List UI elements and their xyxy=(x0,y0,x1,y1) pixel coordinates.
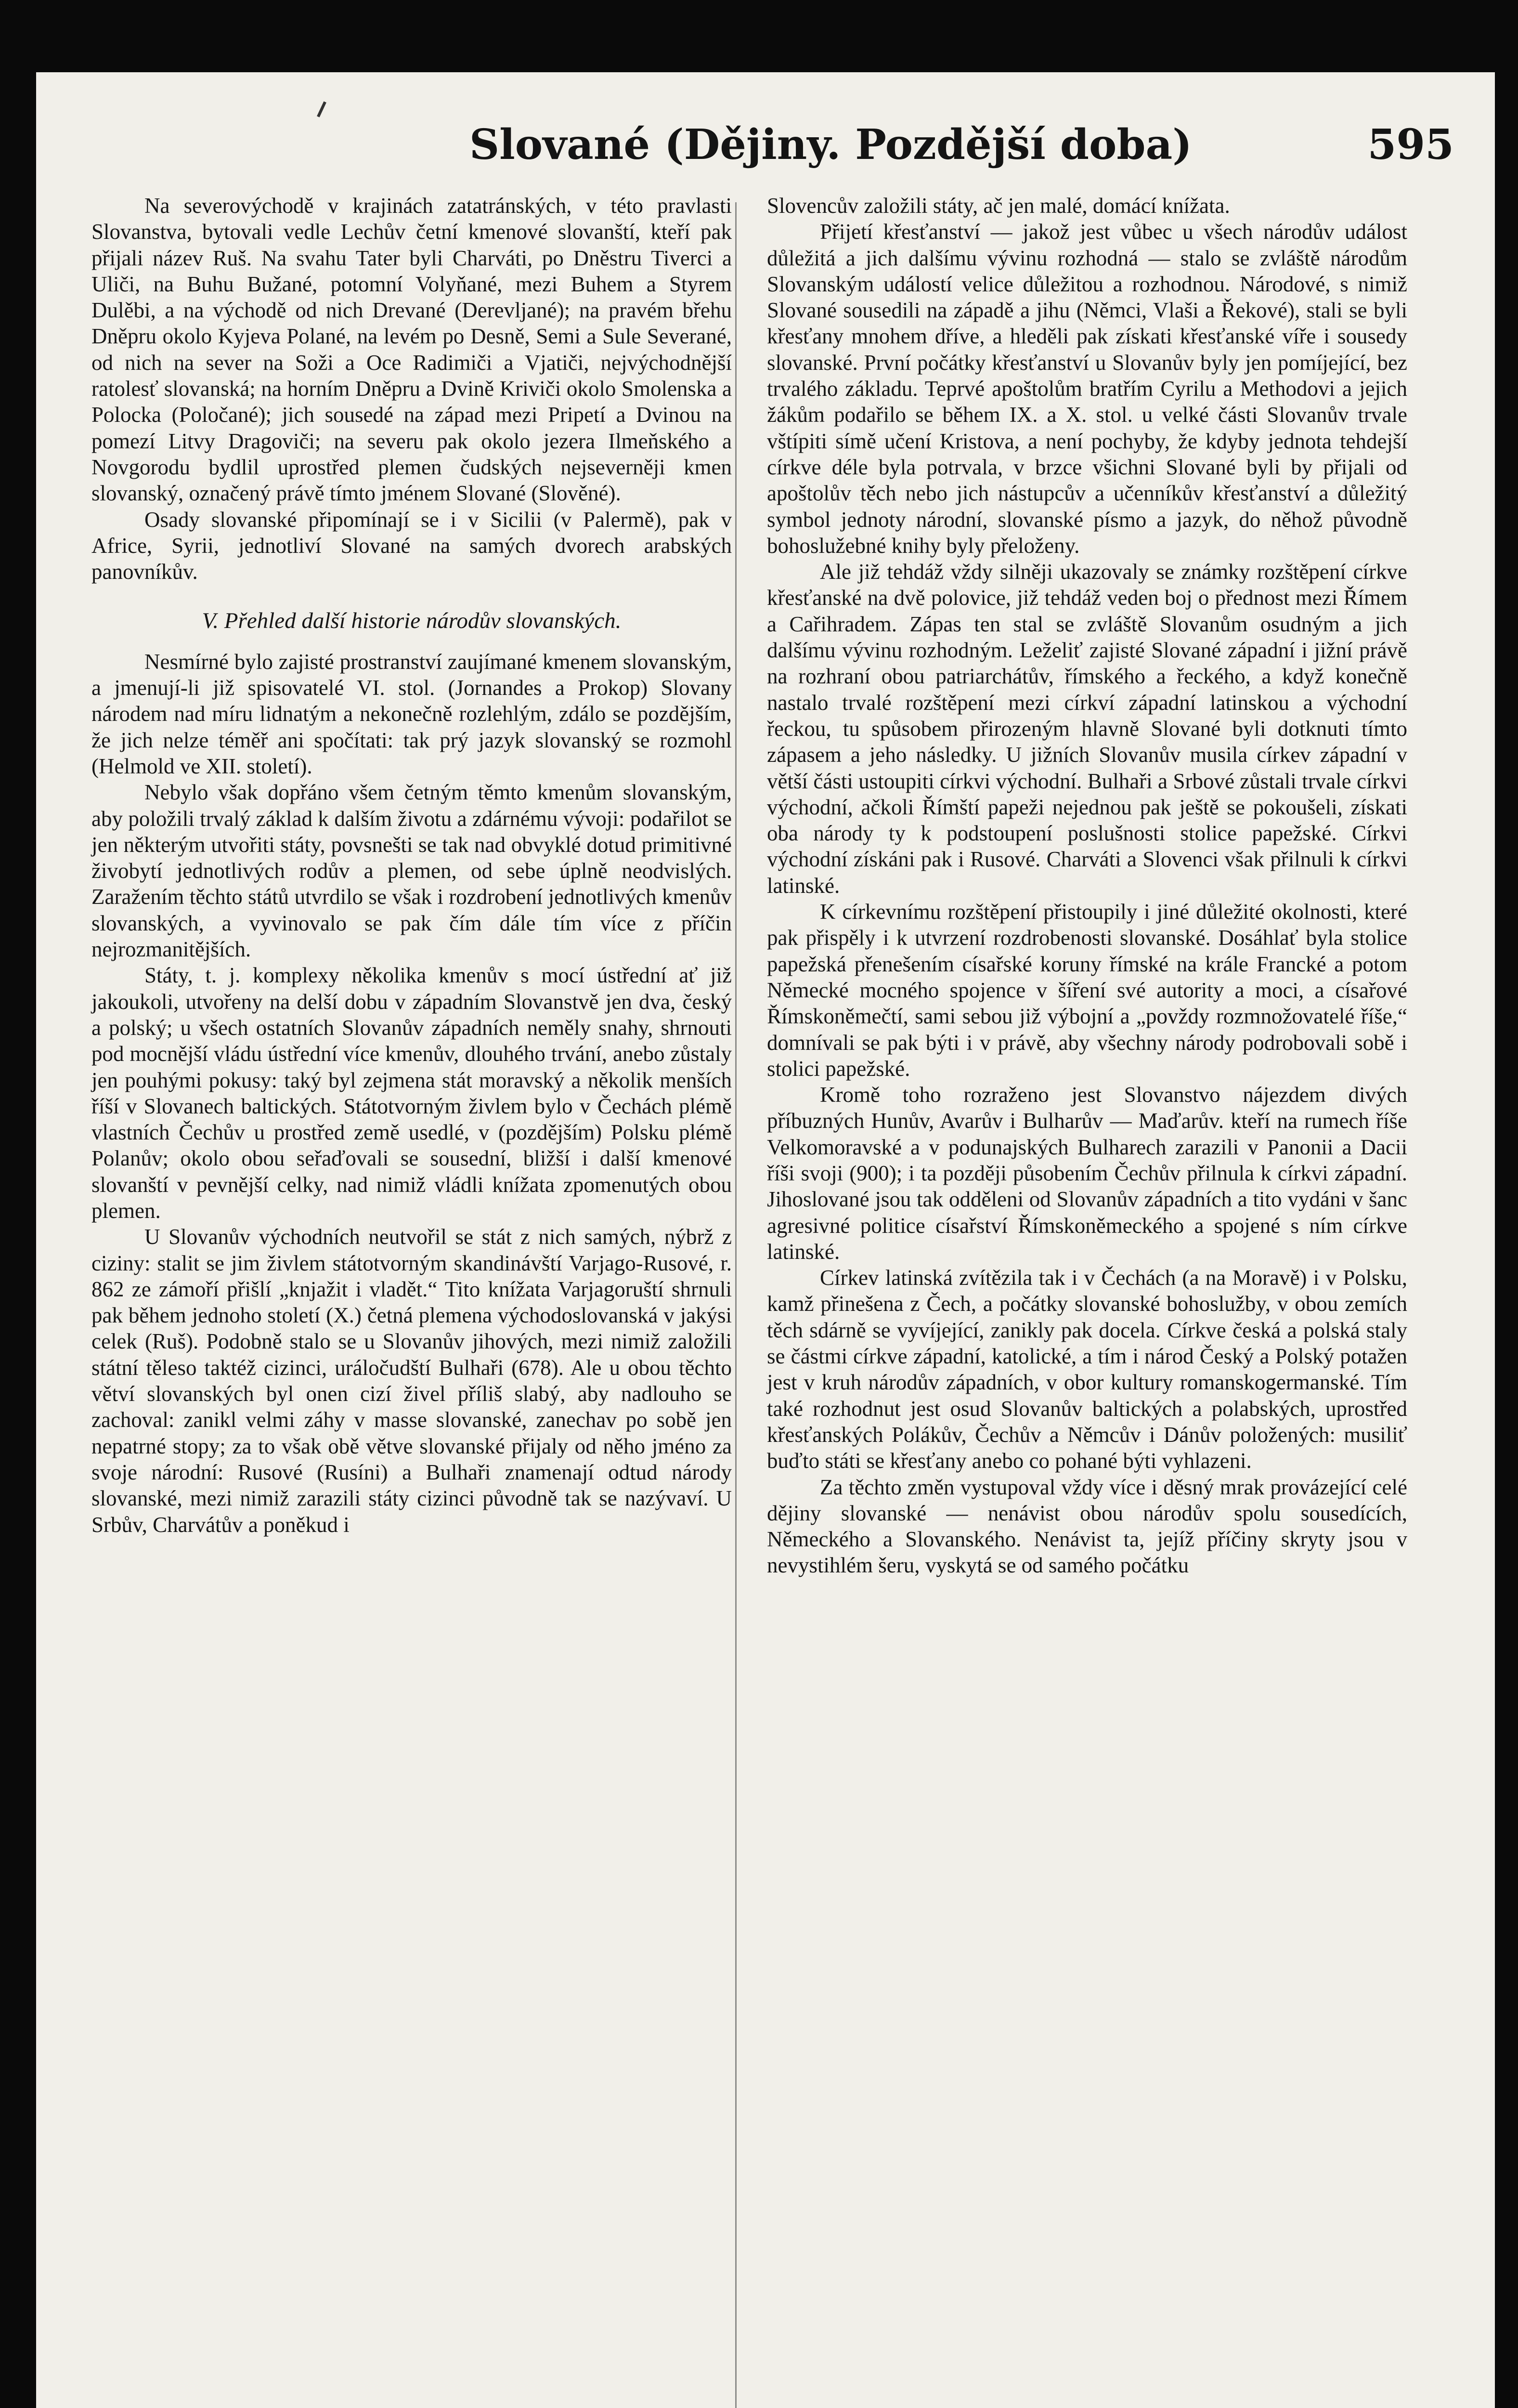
page-header xyxy=(36,116,1495,183)
paragraph: Za těchto změn vystupoval vždy více i děsný mrak provázející celé dějiny slovanské — nenávist obou národův spolu sousedících, Německého a Slovanského. Nenávist ta, jejíž příčiny skryty jsou v nevystihlém šeru, vyskytá se od samého počátku xyxy=(767,1475,1407,1578)
paragraph: Přijetí křesťanství — jakož jest vůbec u všech národův událost důležitá a jich dalšímu vývinu rozhodná — stalo se zvláště národům Slovanským událostí velice důležitou a rozhodnou. Národové, s nimiž Slované sousedili na západě a jihu (Němci, Vlaši a Řekové), stali se byli křesťany mnohem dříve, a hleděli pak získati křesťanské víře i sousedy slovanské. První počátky křesťanství u Slovanův byly jen pomíjející, bez trvalého základu. Teprvé apoštolům bratřím Cyrilu a Methodovi a jejich žákům podařilo se během IX. a X. stol. u velké části Slovanův trvale vštípiti símě učení Kristova, a není pochyby, že kdyby jednota tehdejší církve déle byla potrvala, v brzce všichni Slované byli by přijali od apoštolův těch nebo jich nástupcův a učenníkův křesťanství a důležitý symbol jednoty národní, slovanské písmo a jazyk, do něhož původně bohoslužebné knihy byly přeloženy. xyxy=(767,220,1407,558)
stray-mark xyxy=(317,101,326,117)
paragraph: Na severovýchodě v krajinách zatatránských, v této pravlasti Slovanstva, bytovali vedle Lechův četní kmenové slovanští, kteří pak přijali název Ruš. Na svahu Tater byli Charváti, po Dněstru Tiverci a Uliči, na Buhu Bužané, potomní Volyňané, mezi Buhem a Styrem Dulěbi, a na východě od nich Drevané (Derevljané); na pravém břehu Dněpru okolo Kyjeva Polané, na levém po Desně, Semi a Sule Severané, od nich na sever na Soži a Oce Radimiči a Vjatiči, nejvýchodnější ratolesť slovanská; na horním Dněpru a Dvině Kriviči okolo Smolenska a Polocka (Poločané); jich sousedé na západ mezi Pripetí a Dvinou na pomezí Litvy Dragoviči; na severu pak okolo jezera Ilmeňského a Novgorodu bydlil uprostřed plemen čudských nejseverněji kmen slovanský, označený právě tímto jménem Slované (Slověné). xyxy=(91,194,732,506)
paragraph: Státy, t. j. komplexy několika kmenův s mocí ústřední ať již jakoukoli, utvořeny na delší dobu v západním Slovanstvě jen dva, český a polský; u všech ostatních Slovanův západních neměly snahy, shrnouti pod mocnější vládu ústřední více kmenův, dlouhého trvání, anebo zůstaly jen pouhými pokusy: taký byl zejmena stát moravský a několik menších říší v Slovanech baltických. Státotvorným živlem bylo v Čechách plémě vlastních Čechův u prostřed země usedlé, v (pozdějším) Polsku plémě Polanův; okolo obou seřaďovali se sousední, bližší i další kmenové slovanští v pevnější celky, nad nimiž vládli knížata zpomenutých obou plemen. xyxy=(91,963,732,1223)
paragraph: Ale již tehdáž vždy silněji ukazovaly se známky rozštěpení církve křesťanské na dvě polovice, již tehdáž veden boj o přednost mezi Římem a Cařihradem. Zápas ten stal se zvláště Slovanům osudným a jich dalšímu vývinu rozhodným. Leželiť zajisté Slované západní i jižní právě na rozhraní obou patriarchátův, římského a řeckého, a když konečně nastalo trvalé rozštěpení mezi církví západní latinskou a východní řeckou, tu spůsobem přirozeným hlavně Slované byli dotknuti tímto zápasem a jeho následky. U jižních Slovanův musila církev západní v větší části ustoupiti církvi východní. Bulhaři a Srbové zůstali trvale církvi východní, ačkoli Římští papeži nejednou pak ještě se pokoušeli, získati oba národy ty k podstoupení poslušnosti stolice papežské. Církvi východní získáni pak i Rusové. Charváti a Slovenci však přilnuli k církvi latinské. xyxy=(767,560,1407,898)
section-heading: V. Přehled další historie národův slovanských. xyxy=(202,608,622,634)
paragraph: Nebylo však dopřáno všem četným těmto kmenům slovanským, aby položili trvalý základ k dalším životu a zdárnému vývoji: podařilot se jen některým utvořiti státy, povsnešti se tak nad obvyklé dotud primitivné živobytí jednotlivých rodův a plemen, od sebe úplně neodvislých. Zaražením těchto států utvrdilo se však i rozdrobení jednotlivých kmenův slovanských, a vyvinovalo se pak čím dále tím více z příčin nejrozmanitějších. xyxy=(91,780,732,962)
page-number: 595 xyxy=(1367,120,1454,169)
running-title: Slované (Dějiny. Pozdější doba) xyxy=(469,120,1192,169)
paragraph: Církev latinská zvítězila tak i v Čechách (a na Moravě) i v Polsku, kamž přinešena z Čech, a počátky slovanské bohoslužby, v obou zemích těch sdárně se vyvíjející, zanikly pak docela. Církve česká a polská staly se částmi církve západní, katolické, a tím i národ Český a Polský potažen jest v kruh národův západních, v obor kultury romanskogermanské. Tím také rozhodnut jest osud Slovanův baltických a polabských, uprostřed křesťanských Polákův, Čechův a Němcův i Dánův položených: musiliť buďto státi se křesťany anebo co pohané býti vyhlazeni. xyxy=(767,1266,1407,1473)
paragraph: Kromě toho rozraženo jest Slovanstvo nájezdem divých příbuzných Hunův, Avarův i Bulharův — Maďarův. kteří na rumech říše Velkomoravské a v podunajských Bulharech zarazili v Panonii a Dacii říši svoji (900); i ta později působením Čechův přilnula k církvi západní. Jihoslované jsou tak odděleni od Slovanův západních a tito vydáni v šanc agresivné politice císařství Římskoněmeckého a spojené s ním církve latinské. xyxy=(767,1083,1407,1264)
paragraph: U Slovanův východních neutvořil se stát z nich samých, nýbrž z ciziny: stalit se jim živlem státotvorným skandinávští Varjago-Rusové, r. 862 ze zámoří přišlí „knjažit i vladět.“ Tito knížata Varjagoruští shrnuli pak během jednoho století (X.) četná plemena východoslovanská v jakýsi celek (Ruš). Podobně stalo se u Slovanův jihových, mezi nimiž založili státní těleso taktéž cizinci, uráločudští Bulhaři (678). Ale u obou těchto větví slovanských byl onen cizí živel příliš slabý, aby nadlouho se zachoval: zanikl velmi záhy v masse slovanské, zanechav po sobě jen nepatrné stopy; za to však obě větve slovanské přijaly od něho jméno za svoje národní: Rusové (Rusíni) a Bulhaři znamenají odtud národy slovanské, mezi nimiž zarazili státy cizinci původně tak se nazývaví. U Srbův, Charvátův a poněkud i xyxy=(91,1225,732,1537)
paragraph: K církevnímu rozštěpení přistoupily i jiné důležité okolnosti, které pak přispěly i k utvrzení rozdrobenosti slovanské. Dosáhlať byla stolice papežská přenešením císařské koruny římské na krále Francké a potom Německé mocného spojence v šíření své autority a moci, a císařové Římskoněmečtí, sami sebou již výbojní a „povždy rozmnožovatelé říše,“ domnívali se pak býti i v právě, aby všechny národy podrobovali sobě i stolici papežské. xyxy=(767,900,1407,1081)
paragraph: Osady slovanské připomínají se i v Sicilii (v Palermě), pak v Africe, Syrii, jednotliví Slované na samých dvorech arabských panovníkův. xyxy=(91,507,732,584)
column-divider xyxy=(735,202,737,2408)
paper-sheet xyxy=(36,72,1495,2408)
paragraph: Slovencův založili státy, ač jen malé, domácí knížata. xyxy=(767,194,1230,218)
right-column xyxy=(767,193,1407,1579)
paragraph: Nesmírné bylo zajisté prostranství zaujímané kmenem slovanským, a jmenují-li již spisovatelé VI. stol. (Jornandes a Prokop) Slovany národem nad míru lidnatým a nekonečně rozlehlým, zdálo se pozdějším, že jich nelze téměř ani spočítati: tak prý jazyk slovanský se rozmohl (Helmold ve XII. století). xyxy=(91,649,732,778)
left-column xyxy=(91,193,732,1538)
